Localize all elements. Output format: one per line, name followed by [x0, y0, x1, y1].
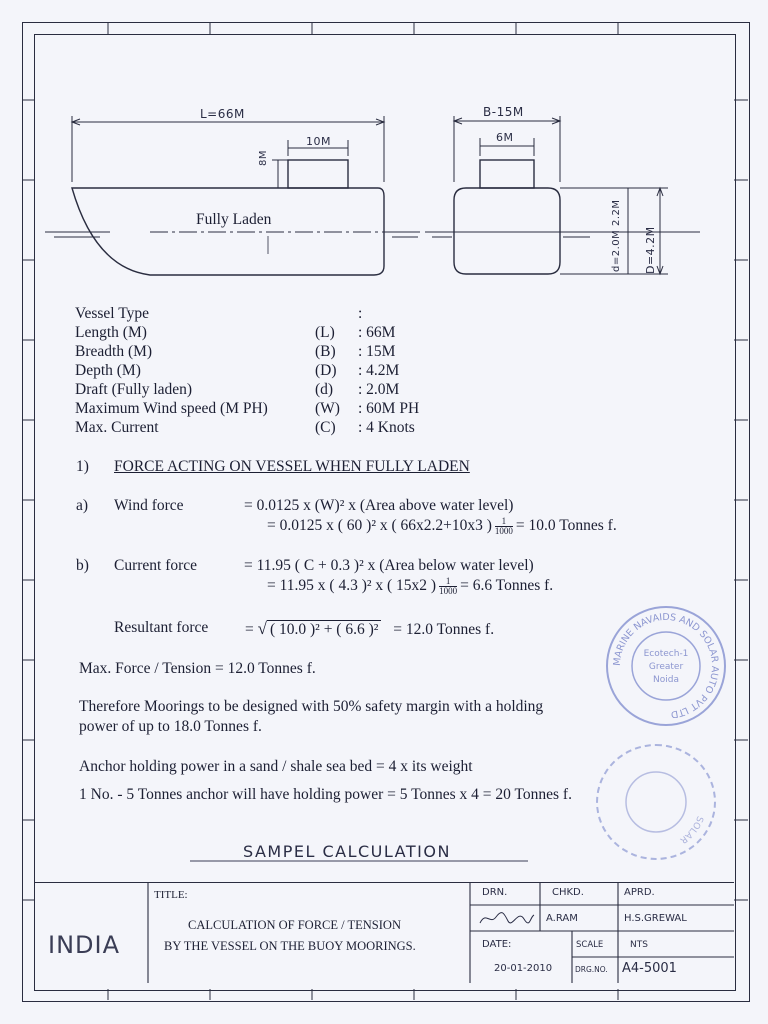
moorings-line-1: Therefore Moorings to be designed with 50% safety margin with a holding: [79, 698, 544, 715]
spec-row: Vessel Type :: [75, 305, 363, 322]
spec-row: Depth (M) (D) : 4.2M: [75, 362, 400, 379]
spec-row: Breadth (M) (B) : 15M: [75, 343, 396, 360]
date-value: 20-01-2010: [494, 963, 553, 974]
deck-width-dimension-label: 10M: [306, 135, 331, 148]
deck-height-dimension-label: 8M: [258, 150, 269, 166]
date-label: DATE:: [482, 939, 512, 950]
max-force-line: Max. Force / Tension = 12.0 Tonnes f.: [79, 660, 316, 677]
end-deck-width-label: 6M: [496, 131, 514, 144]
svg-text:MARINE NAVAIDS AND SOLAR AUTO: MARINE NAVAIDS AND SOLAR AUTO PVT LTD: [611, 611, 721, 720]
vessel-specs: [75, 304, 419, 437]
spec-row: Max. Current (C) : 4 Knots: [75, 419, 415, 436]
title-label: TITLE:: [154, 889, 188, 901]
aprd-value: H.S.GREWAL: [624, 913, 687, 924]
square-root-sign: √: [257, 619, 267, 638]
wind-force-formula: = 0.0125 x (W)² x (Area above water level): [244, 497, 514, 514]
drn-label: DRN.: [482, 887, 508, 898]
sample-underline: [190, 858, 530, 864]
aprd-label: APRD.: [624, 887, 655, 898]
current-item-letter: b): [76, 557, 89, 574]
current-force-calculation: = 11.95 x ( 4.3 )² x ( 15x2 ) $\frac{1}{1000}$ = 6.6 Tonnes f.: [267, 576, 554, 596]
drawing-number-label: DRG.NO.: [575, 965, 608, 974]
breadth-dimension-label: B-15M: [483, 105, 524, 119]
chkd-label: CHKD.: [552, 887, 584, 898]
title-block: [34, 882, 734, 983]
anchor-line-2: 1 No. - 5 Tonnes anchor will have holding power = 5 Tonnes x 4 = 20 Tonnes f.: [79, 786, 572, 803]
fraction: $\frac{1}{1000}$: [439, 576, 458, 596]
drawing-number-value: A4-5001: [622, 961, 677, 976]
anchor-line-1: Anchor holding power in a sand / shale sea bed = 4 x its weight: [79, 758, 473, 775]
section-heading: FORCE ACTING ON VESSEL WHEN FULLY LADEN: [114, 458, 470, 475]
solar-stamp: [596, 744, 716, 860]
wind-item-letter: a): [76, 497, 89, 514]
scale-value: NTS: [630, 940, 648, 950]
wind-force-calculation: = 0.0125 x ( 60 )² x ( 66x2.2+10x3 ) $\frac{1}{1000}$ = 10.0 Tonnes f.: [267, 516, 617, 536]
chkd-value: A.RAM: [546, 913, 578, 924]
resultant-force-equation: = √ ( 10.0 )² + ( 6.6 )² = 12.0 Tonnes f.: [245, 619, 495, 638]
depth-dimension-label: D=4.2M: [644, 226, 657, 274]
fraction: $\frac{1}{1000}$: [494, 516, 513, 536]
svg-text:SOLAR: SOLAR: [677, 814, 705, 845]
current-force-formula: = 11.95 ( C + 0.3 )² x (Area below water level): [244, 557, 534, 574]
wind-force-label: Wind force: [114, 497, 184, 514]
draft-dimension-label: d=2.0M: [611, 229, 622, 272]
freeboard-dimension-label: 2.2M: [611, 199, 622, 226]
spec-row: Maximum Wind speed (M PH) (W) : 60M PH: [75, 400, 420, 417]
current-force-label: Current force: [114, 557, 198, 574]
sample-calculation-note: SAMPEL CALCULATION: [243, 842, 451, 861]
country-label: INDIA: [48, 931, 121, 959]
section-number: 1): [76, 458, 89, 475]
spec-row: Length (M) (L) : 66M: [75, 324, 396, 341]
scale-label: SCALE: [576, 940, 604, 950]
resultant-force-label: Resultant force: [114, 619, 209, 636]
drawn-by-signature: [478, 907, 536, 929]
length-dimension-label: L=66M: [200, 107, 245, 121]
title-line-2: BY THE VESSEL ON THE BUOY MOORINGS.: [164, 939, 416, 953]
company-stamp: MARINE NAVAIDS AND SOLAR AUTO PVT LTD Ecotech-1 Greater Noida: [606, 606, 726, 726]
title-line-1: CALCULATION OF FORCE / TENSION: [188, 918, 401, 932]
spec-row: Draft (Fully laden) (d) : 2.0M: [75, 381, 400, 398]
moorings-line-2: power of up to 18.0 Tonnes f.: [79, 718, 262, 735]
fully-laden-label: Fully Laden: [196, 211, 272, 228]
